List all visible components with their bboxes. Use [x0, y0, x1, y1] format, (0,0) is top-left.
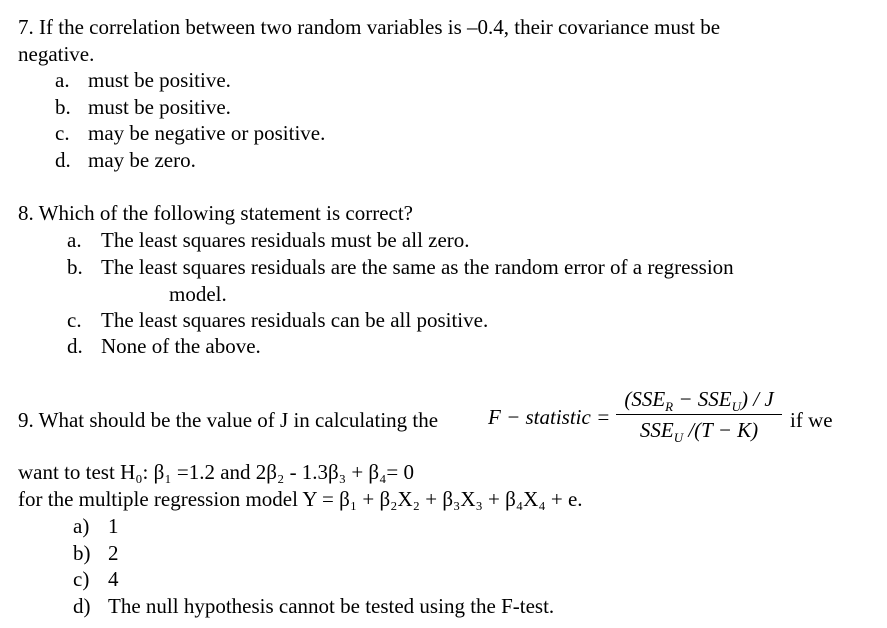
- q8-option-b: [67, 254, 734, 280]
- option-text: The least squares residuals must be all zero.: [101, 228, 470, 252]
- option-text: 2: [108, 541, 119, 565]
- option-text: None of the above.: [101, 334, 261, 358]
- fraction-numerator: $(SSE_R - SSE_U) / J$: [616, 386, 782, 415]
- option-text: must be positive.: [88, 68, 231, 92]
- q9-line2: want to test H₀: β₁ =1.2 and 2β₂ - 1.3β₃ + β₄= 0: [18, 460, 415, 484]
- option-label: d.: [55, 148, 71, 172]
- q8-stem: 8. Which of the following statement is correct?: [18, 201, 413, 225]
- q8-option-b-continuation: model.: [169, 282, 227, 306]
- option-label: b.: [55, 95, 71, 119]
- option-label: d.: [67, 334, 83, 358]
- q7-option-a: [55, 67, 231, 93]
- option-label: c.: [67, 308, 82, 332]
- q7-stem-line2: negative.: [18, 42, 95, 66]
- option-label: b.: [67, 255, 83, 279]
- option-text: may be negative or positive.: [88, 121, 326, 145]
- option-text: The null hypothesis cannot be tested using the F-test.: [108, 594, 555, 618]
- option-text: may be zero.: [88, 148, 196, 172]
- option-label: c.: [55, 121, 70, 145]
- q7-option-d: [55, 147, 196, 173]
- option-text: 4: [108, 567, 119, 591]
- option-label: c): [73, 567, 90, 591]
- q9-formula-lhs: F − statistic =: [488, 405, 611, 429]
- option-label: a): [73, 514, 90, 538]
- q7-stem-line1: 7. If the correlation between two random variables is –0.4, their covariance must be: [18, 15, 721, 39]
- q9-option-d: [73, 593, 554, 619]
- option-text: The least squares residuals are the same as the random error of a regression: [101, 255, 734, 279]
- q9-option-c: [73, 566, 119, 592]
- option-label: b): [73, 541, 91, 565]
- q8-option-a: [67, 227, 470, 253]
- q9-option-a: [73, 513, 119, 539]
- q9-line3: for the multiple regression model Y = β₁ + β₂X₂ + β₃X₃ + β₄X₄ + e.: [18, 487, 583, 511]
- option-text: The least squares residuals can be all positive.: [101, 308, 489, 332]
- option-text: 1: [108, 514, 119, 538]
- option-label: d): [73, 594, 91, 618]
- q9-stem-before: 9. What should be the value of J in calculating the: [18, 408, 439, 432]
- option-label: a.: [55, 68, 70, 92]
- option-label: a.: [67, 228, 82, 252]
- option-text: must be positive.: [88, 95, 231, 119]
- q9-option-b: [73, 540, 119, 566]
- q7-option-b: [55, 94, 231, 120]
- q7-option-c: [55, 120, 325, 146]
- q9-stem-after: if we: [790, 408, 833, 432]
- q9-formula-fraction: [616, 386, 782, 446]
- q8-option-c: [67, 307, 488, 333]
- q8-option-d: [67, 333, 261, 359]
- fraction-denominator: $SSE_U$ /(T − K): [639, 418, 759, 446]
